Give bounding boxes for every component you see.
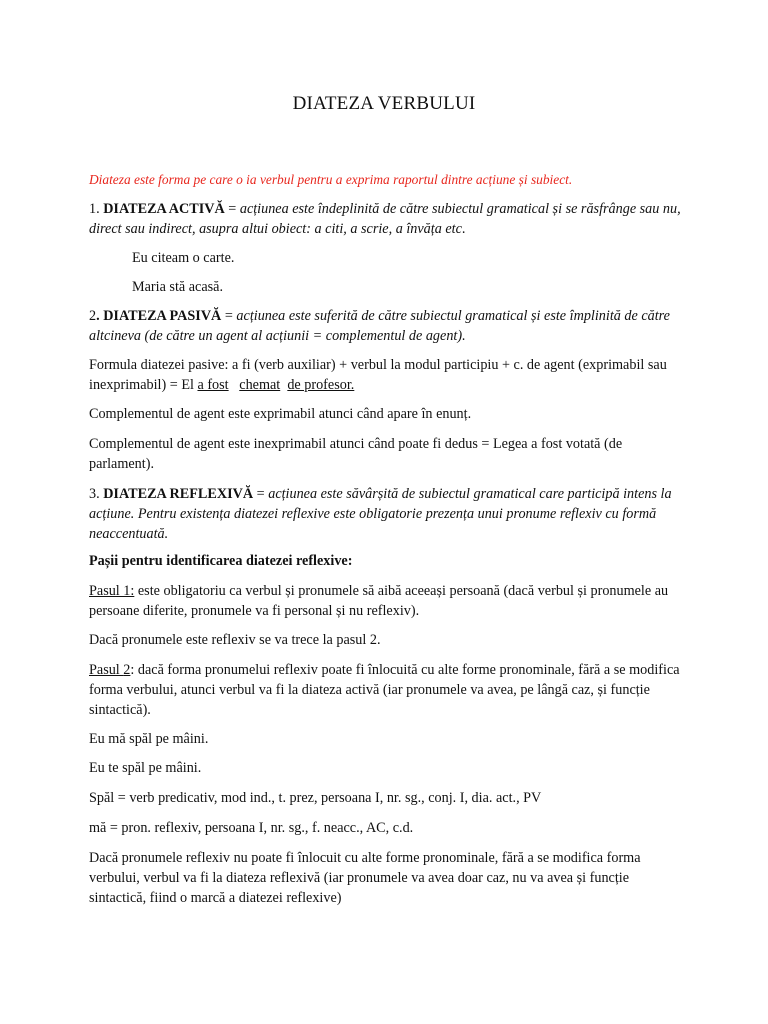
pasi-heading: Pașii pentru identificarea diatezei reflexive:: [89, 553, 353, 569]
pasiva-def: acțiunea este suferită de către subiectul gramatical și este împlinită de către altcineva (de către un agent al acțiunii = complementul de agent).: [89, 308, 670, 344]
intro-definition: Diateza este forma pe care o ia verbul pentru a exprima raportul dintre acțiune și subiect.: [89, 172, 573, 187]
pasiva-definition: [89, 306, 689, 346]
agent-exprimabil: Complementul de agent este exprimabil atunci când apare în enunț.: [89, 406, 472, 422]
pasul-2-number: 2: [123, 662, 131, 678]
formula-underlined-2: chemat: [239, 377, 281, 393]
example-spal-2: Eu te spăl pe mâini.: [89, 760, 202, 776]
activa-term: DIATEZA ACTIVĂ: [103, 201, 225, 217]
pasul-1-text: este obligatoriu ca verbul și pronumele să aibă aceeași persoană (dacă verbul și pronumele au persoane diferite, pronumele va fi personal și nu reflexiv).: [89, 583, 669, 619]
analysis-verb: Spăl = verb predicativ, mod ind., t. prez, persoana I, nr. sg., conj. I, dia. act., PV: [89, 790, 542, 806]
activa-definition: [89, 199, 689, 239]
pasiva-term: DIATEZA PASIVĂ: [99, 308, 222, 324]
page-title: DIATEZA VERBULUI: [292, 93, 476, 114]
pasul-2-text: : dacă forma pronumelui reflexiv poate fi înlocuită cu alte forme pronominale, fără a se modifica forma verbului, atunci verbul va fi la diateza activă (iar pronumele va avea, pe lângă caz, și funcție sintactică).: [89, 662, 680, 718]
activa-equals: =: [224, 201, 240, 217]
activa-example-1: Eu citeam o carte.: [132, 250, 235, 266]
formula-underlined-1: a fost: [197, 377, 229, 393]
activa-dot: .: [461, 221, 466, 237]
formula-text: Formula diatezei pasive: a fi (verb auxiliar) + verbul la modul participiu + c. de agent (exprimabil sau inexprimabil) = El: [89, 357, 667, 393]
pasul-2-label: Pasul: [89, 662, 124, 678]
reflexiva-equals: =: [253, 486, 269, 502]
pasiva-number: 2: [89, 308, 97, 324]
pasiva-equals: =: [221, 308, 237, 324]
reflexiva-definition: [89, 484, 689, 544]
analysis-pronoun: mă = pron. reflexiv, persoana I, nr. sg., f. neacc., AC, c.d.: [89, 820, 414, 836]
activa-number: 1.: [89, 201, 104, 217]
formula-underlined-3: de profesor.: [287, 377, 355, 393]
reflexiva-number: 3.: [89, 486, 104, 502]
pasul-1: [89, 581, 689, 621]
pasiva-dot: .: [96, 308, 100, 324]
activa-def: acțiunea este îndeplinită de către subiectul gramatical și se răsfrânge sau nu, direct sau indirect, asupra altui obiect:: [89, 201, 681, 237]
reflexiva-term: DIATEZA REFLEXIVĂ: [103, 486, 254, 502]
activa-examples: a citi, a scrie, a învăța etc: [310, 221, 462, 237]
final-paragraph: Dacă pronumele reflexiv nu poate fi înlocuit cu alte forme pronominale, fără a se modifica forma verbului, verbul va fi la diateza reflexivă (iar pronumele va avea doar caz, nu va avea și funcție sintactică, fiind o marcă a diatezei reflexive): [89, 850, 641, 906]
pasul-1-label: Pasul 1:: [89, 583, 135, 599]
pasiva-formula: [89, 355, 689, 395]
agent-inexprimabil: Complementul de agent este inexprimabil atunci când poate fi dedus = Legea a fost votată (de parlament).: [89, 436, 623, 472]
example-spal-1: Eu mă spăl pe mâini.: [89, 731, 209, 747]
pasul-1-next: Dacă pronumele este reflexiv se va trece la pasul 2.: [89, 632, 381, 648]
pasul-2: [89, 660, 689, 720]
activa-example-2: Maria stă acasă.: [132, 279, 223, 295]
reflexiva-def: acțiunea este săvârșită de subiectul gramatical care participă intens la acțiune. Pentru existența diatezei reflexive este obligatorie prezența unui pronume reflexiv cu formă neaccentuată.: [89, 486, 672, 542]
